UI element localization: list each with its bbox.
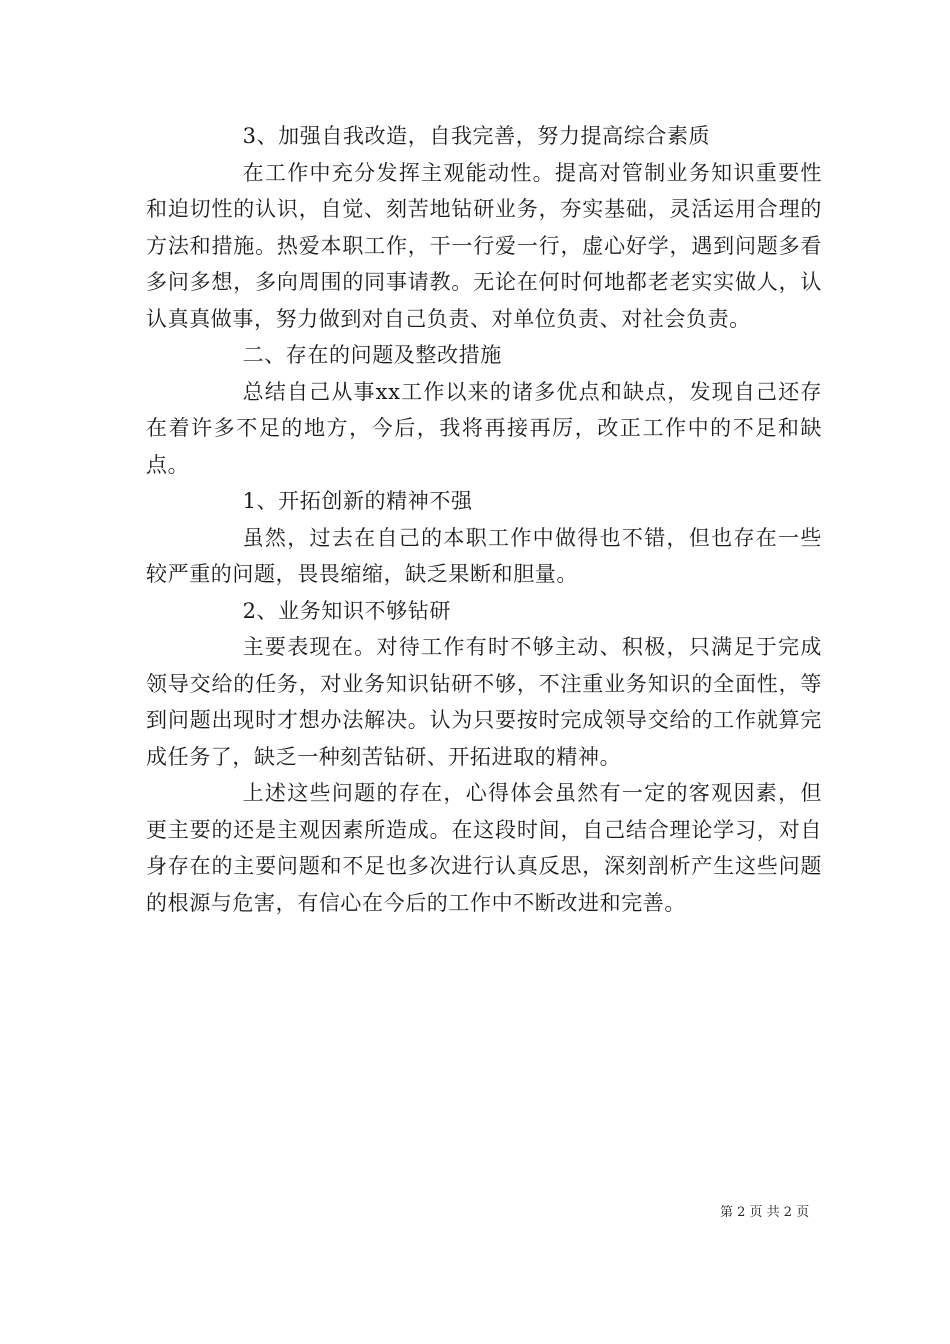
paragraph-conclusion: 上述这些问题的存在，心得体会虽然有一定的客观因素，但更主要的还是主观因素所造成。在这段时间，自己结合理论学习，对自身存在的主要问题和不足也多次进行认真反思，深刻剖析产生这些问题的根源与危害，有信心在今后的工作中不断改进和完善。 <box>146 781 822 915</box>
section-heading-problems: 二、存在的问题及整改措施 <box>242 343 502 367</box>
section-heading-knowledge: 2、业务知识不够钻研 <box>242 598 451 623</box>
paragraph-summary: 总结自己从事xx工作以来的诸多优点和缺点，发现自己还存在着许多不足的地方，今后，我将再接再厉，改正工作中的不足和缺点。 <box>146 379 822 477</box>
paragraph-innovation: 虽然，过去在自己的本职工作中做得也不错，但也存在一些较严重的问题，畏畏缩缩，缺乏果断和胆量。 <box>146 525 822 586</box>
page-number-footer: 第 2 页 共 2 页 <box>720 1205 810 1220</box>
section-heading-innovation: 1、开拓创新的精神不强 <box>242 489 473 513</box>
document-body <box>146 118 822 921</box>
paragraph-knowledge: 主要表现在。对待工作有时不够主动、积极，只满足于完成领导交给的任务，对业务知识钻研不够，不注重业务知识的全面性，等到问题出现时才想办法解决。认为只要按时完成领导交给的工作就算完成任务了，缺乏一种刻苦钻研、开拓进取的精神。 <box>146 635 822 769</box>
section-heading-improve-quality: 3、加强自我改造，自我完善，努力提高综合素质 <box>242 124 711 148</box>
paragraph-initiative: 在工作中充分发挥主观能动性。提高对管制业务知识重要性和迫切性的认识，自觉、刻苦地钻研业务，夯实基础，灵活运用合理的方法和措施。热爱本职工作，干一行爱一行，虚心好学，遇到问题多看多问多想，多向周围的同事请教。无论在何时何地都老老实实做人，认认真真做事，努力做到对自己负责、对单位负责、对社会负责。 <box>146 160 822 331</box>
